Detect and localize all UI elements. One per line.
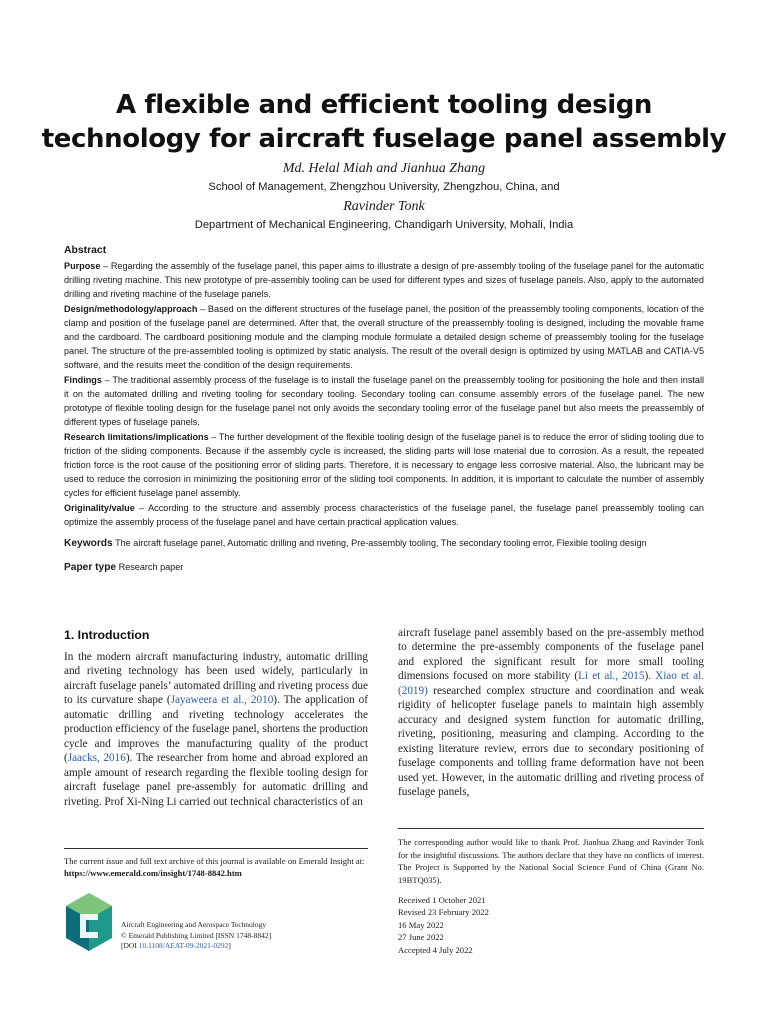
citation-link[interactable]: Li et al., 2015 [578, 670, 645, 683]
author-names: Md. Helal Miah and Jianhua Zhang [282, 161, 486, 176]
paper-type-label: Paper type [64, 562, 117, 574]
journal-info [64, 892, 368, 952]
purpose-text: – Regarding the assembly of the fuselage panel, this paper aims to illustrate a design of pre-assembly tooling of the fuselage panel for the automatic drilling riveting machine. This new prototype of pre-assembly tooling can be used for different types and sizes of fuselage panels. Also, apply to the automated drilling and riveting machine of the fuselage panels. [64, 261, 704, 299]
keywords-text: The aircraft fuselage panel, Automatic drilling and riveting, Pre-assembly tooling, The secondary tooling error, Flexible tooling design [112, 538, 647, 549]
abstract-research [64, 431, 704, 501]
affiliation-1: School of Management, Zhengzhou University, Zhengzhou, China, and [208, 181, 560, 193]
section-heading-introduction: 1. Introduction [64, 628, 150, 642]
intro-paragraph-left [64, 650, 368, 809]
date-received: Received 1 October 2021 [398, 895, 486, 905]
citation-link[interactable]: Xiao et al. (2019) [398, 670, 704, 697]
author-name-2: Ravinder Tonk [343, 199, 425, 214]
intro-text-c: ). The researcher from home and abroad explored an ample amount of research regarding the flexible tooling design for aircraft fuselage panel pre-assembly for automatic drilling and riveting. Prof Xi-Ning Li carried out technical characteristics of an [64, 752, 368, 808]
originality-label: Originality/value [64, 503, 135, 514]
journal-archive-note [64, 848, 368, 879]
journal-name: Aircraft Engineering and Aerospace Technology [121, 920, 267, 929]
date-accepted: Accepted 4 July 2022 [398, 944, 473, 955]
research-label: Research limitations/implications [64, 432, 209, 443]
date-revised-2: 16 May 2022 [398, 919, 444, 930]
purpose-label: Purpose [64, 261, 101, 271]
abstract-design [64, 303, 704, 373]
journal-publisher: © Emerald Publishing Limited [ISSN 1748-8842] [121, 930, 272, 940]
journal-doi [121, 941, 271, 952]
design-text: – Based on the different structures of the fuselage panel, the position of the preassembly tooling components, location of the clamp and position of the fuselage panel are determined. After that, the overall structure of the preassembly tooling is designed, including the movable frame and the cardboard. The cardboard positioning module and the clamping module formulate a detailed design scheme of preassembly tooling for the fuselage panel. The structure of the pre-assembled tooling is optimized by static analysis. The result of the overall design is optimized by using MATLAB and CATIA-V5 software, and the results meet the condition of the design requirements. [64, 304, 704, 370]
archive-note-text: The current issue and full text archive of this journal is available on Emerald Insight at: [64, 856, 365, 866]
abstract-heading: Abstract [64, 245, 107, 256]
intro-paragraph-right [398, 626, 704, 799]
date-revised: Revised 23 February 2022 [398, 907, 489, 918]
abstract [64, 244, 704, 577]
archive-url-link[interactable]: https://www.emerald.com/insight/1748-8842.htm [64, 868, 242, 878]
emerald-logo-icon [64, 892, 114, 952]
doi-prefix: [DOI [121, 941, 139, 950]
research-text: – The further development of the flexible tooling design of the fuselage panel is to reduce the error of sliding tooling due to friction of the sliding components. Because if the assembly cycle is increased, the sliding parts will lose material due to corrosion. As a result, the repeated friction force is the root cause of the positioning error of sliding parts. Therefore, it is necessary to engage less corrosive material. Also, the lubricant may be used to reduce the corrosion in minimizing the positioning error of the sliding tool components. In addition, it is important to calculate the number of assembly cycles for efficient fuselage panel assembly. [64, 432, 704, 498]
keywords-label: Keywords [64, 538, 113, 550]
affiliation-2: Department of Mechanical Engineering, Chandigarh University, Mohali, India [194, 219, 574, 231]
article-dates [398, 894, 704, 956]
findings-label: Findings [64, 375, 102, 386]
citation-link[interactable]: Jaacks, 2016 [67, 752, 126, 765]
intro-text-b: ). The application of automatic drilling and riveting technology accelerates the production efficiency of the fuselage panel, shortens the production cycle and improves the manufacturing quality of the product ( [64, 694, 368, 765]
abstract-originality [64, 502, 704, 530]
abstract-purpose [64, 260, 704, 302]
paper-title: A flexible and efficient tooling design technology for aircraft fuselage panel assembly [41, 90, 727, 154]
design-label: Design/methodology/approach [64, 304, 198, 315]
intro-text-d: aircraft fuselage panel assembly based on the pre-assembly method to determine the pre-assembly components of the fuselage panel and explored the significant result for more small tooling dimensions focused on more stability ( [398, 627, 704, 683]
keywords [64, 537, 704, 551]
doi-suffix: ] [228, 941, 231, 950]
paper-type-text: Research paper [116, 562, 184, 573]
body-column-left [64, 650, 368, 809]
paper-type [64, 561, 704, 575]
citation-link[interactable]: Jayaweera et al., 2010 [170, 694, 274, 707]
findings-text: – The traditional assembly process of the fuselage is to install the fuselage panel on the preassembly tooling for positioning the hole and then install it on the automated drilling and riveting tooling for secondary tooling. Secondary tooling can consume assembly errors of the fuselage panel. The new prototype of flexible tooling design for the fuselage panel not only avoids the secondary tooling error of the fuselage panel but also meets the preassembly of different types of fuselage panels. [64, 375, 704, 427]
journal-lines [121, 920, 271, 952]
originality-text: – According to the structure and assembly process characteristics of the fuselage panel, the fuselage panel preassembly tooling can optimize the assembly process of the fuselage panel and have certain practical application values. [64, 503, 704, 528]
body-column-right [398, 626, 704, 799]
intro-text-a: In the modern aircraft manufacturing industry, automatic drilling and riveting technology has been used widely, particularly in aircraft fuselage panels’ automated drilling and riveting process due to its curvature shape ( [64, 651, 368, 707]
abstract-findings [64, 374, 704, 430]
doi-link[interactable]: 10.1108/AEAT-09-2021-0292 [138, 941, 229, 950]
intro-text-e: ). [644, 670, 656, 683]
intro-text-f: researched complex structure and coordination and weak rigidity of helicopter fuselage panels to maintain high assembly accuracy and designed system function for automatic drilling, riveting, positioning, measuring and clamping. According to the existing literature review, errors due to secondary positioning of fuselage components and tolling frame deformation have not been used yet. However, in the automatic drilling and riveting process of fuselage panels, [398, 684, 704, 798]
date-revised-3: 27 June 2022 [398, 932, 444, 943]
acknowledgement-note: The corresponding author would like to thank Prof. Jianhua Zhang and Ravinder Tonk for the insightful discussions. The authors declare that they have no conflicts of interest. The Project is Supported by the National Social Science Fund of China (Grant No. 19BTQ035). [398, 828, 704, 886]
